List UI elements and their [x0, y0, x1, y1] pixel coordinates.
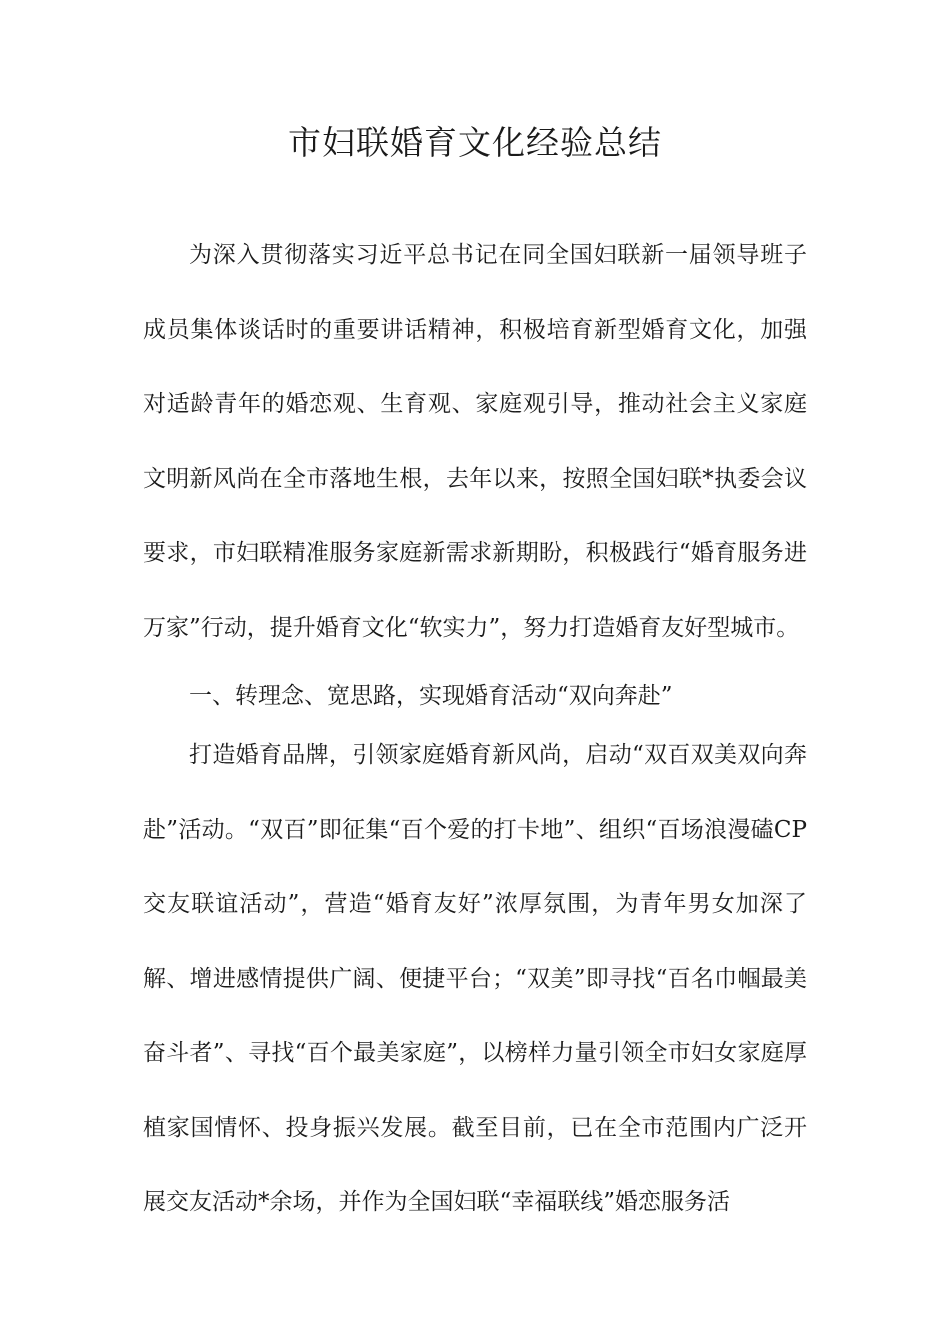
- section-heading: 一、转理念、宽思路，实现婚育活动“双向奔赴”: [189, 683, 673, 709]
- document-title: 市妇联婚育文化经验总结: [288, 123, 662, 162]
- intro-paragraph: 为深入贯彻落实习近平总书记在同全国妇联新一届领导班子成员集体谈话时的重要讲话精神，积极培育新型婚育文化，加强对适龄青年的婚恋观、生育观、家庭观引导，推动社会主义家庭文明新风尚在全市落地生根，去年以来，按照全国妇联*执委会议要求，市妇联精准服务家庭新需求新期盼，积极践行“婚育服务进万家”行动，提升婚育文化“软实力”，努力打造婚育友好型城市。: [143, 242, 807, 641]
- section-paragraph: 打造婚育品牌，引领家庭婚育新风尚，启动“双百双美双向奔赴”活动。“双百”即征集“百个爱的打卡地”、组织“百场浪漫磕CP交友联谊活动”，营造“婚育友好”浓厚氛围，为青年男女加深了解、增进感情提供广阔、便捷平台；“双美”即寻找“百名巾帼最美奋斗者”、寻找“百个最美家庭”，以榜样力量引领全市妇女家庭厚植家国情怀、投身振兴发展。截至目前，已在全市范围内广泛开展交友活动*余场，并作为全国妇联“幸福联线”婚恋服务活: [143, 742, 807, 1215]
